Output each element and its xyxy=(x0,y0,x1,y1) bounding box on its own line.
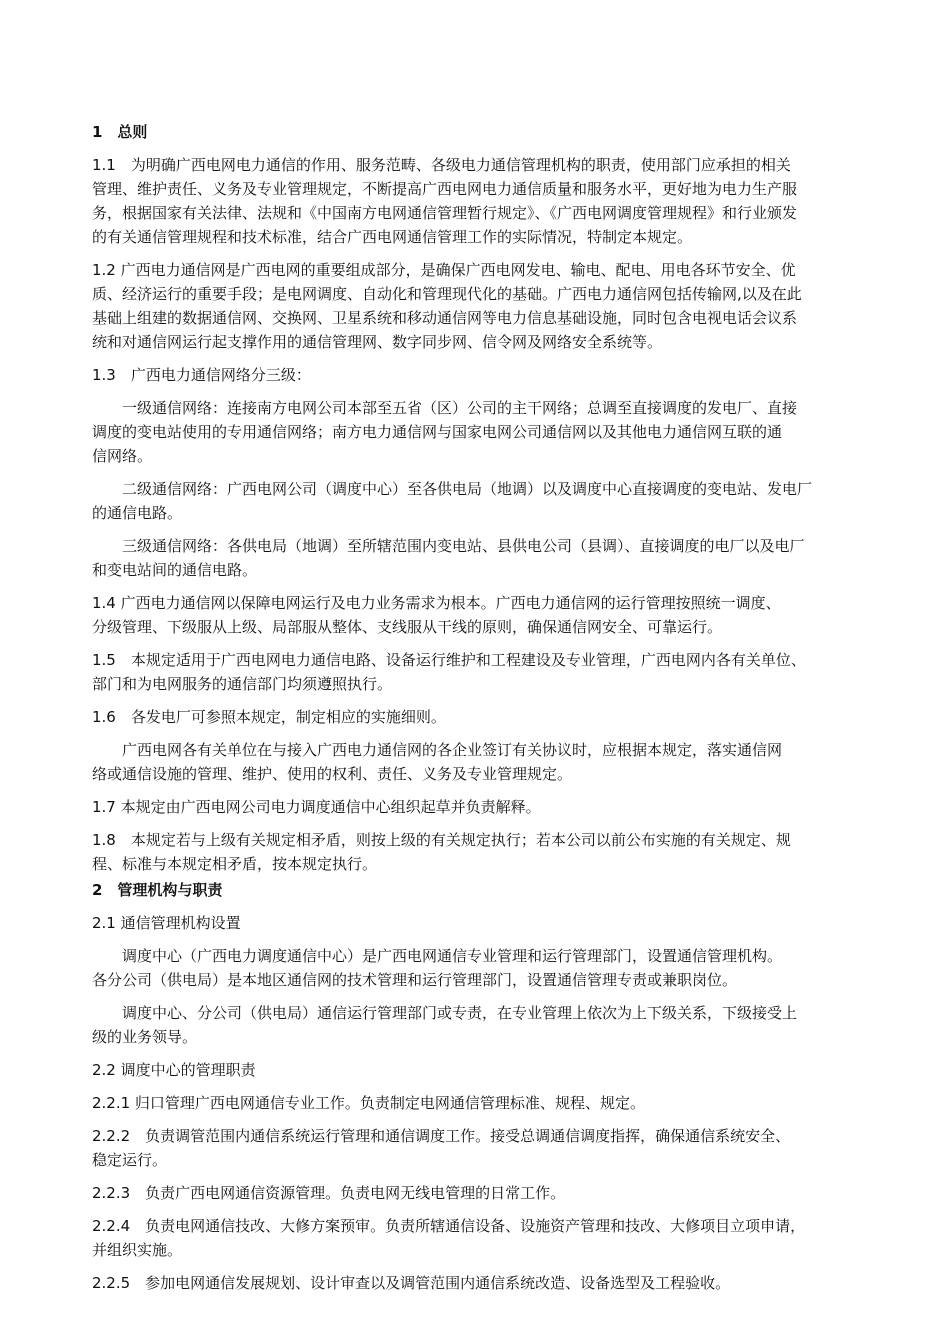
text-line: 2.2.3 负责广西电网通信资源管理。负责电网无线电管理的日常工作。 xyxy=(92,1184,566,1202)
text-line: 的有关通信管理规程和技术标准，结合广西电网通信管理工作的实际情况，特制定本规定。 xyxy=(92,228,693,246)
text-line: 1.8 本规定若与上级有关规定相矛盾，则按上级的有关规定执行；若本公司以前公布实施的有关规定、规 xyxy=(92,831,791,849)
text-line: 级的业务领导。 xyxy=(92,1028,198,1046)
section-heading xyxy=(92,120,870,144)
paragraph xyxy=(92,648,870,696)
section-heading xyxy=(92,878,870,902)
text-line: 1.1 为明确广西电网电力通信的作用、服务范畴、各级电力通信管理机构的职责，使用部门应承担的相关 xyxy=(92,156,791,174)
paragraph xyxy=(92,477,870,525)
text-line: 1.2 广西电力通信网是广西电网的重要组成部分，是确保广西电网发电、输电、配电、用电各环节安全、优 xyxy=(92,261,796,279)
text-line: 二级通信网络：广西电网公司（调度中心）至各供电局（地调）以及调度中心直接调度的变电站、发电厂 xyxy=(92,480,813,498)
text-line: 信网络。 xyxy=(92,447,153,465)
paragraph xyxy=(92,738,870,786)
text-line: 基础上组建的数据通信网、交换网、卫星系统和移动通信网等电力信息基础设施，同时包含电视电话会议系 xyxy=(92,309,798,327)
text-line: 统和对通信网运行起支撑作用的通信管理网、数字同步网、信令网及网络安全系统等。 xyxy=(92,333,663,351)
paragraph xyxy=(92,705,870,729)
text-line: 2.2 调度中心的管理职责 xyxy=(92,1061,256,1079)
text-line: 2.2.2 负责调管范围内通信系统运行管理和通信调度工作。接受总调通信调度指挥，确保通信系统安全、 xyxy=(92,1127,791,1145)
text-line: 调度中心、分公司（供电局）通信运行管理部门或专责，在专业管理上依次为上下级关系，下级接受上 xyxy=(92,1004,798,1022)
text-line: 分级管理、下级服从上级、局部服从整体、支线服从干线的原则，确保通信网安全、可靠运行。 xyxy=(92,618,723,636)
paragraph xyxy=(92,911,870,935)
paragraph xyxy=(92,396,870,468)
text-line: 稳定运行。 xyxy=(92,1151,168,1169)
text-line: 2.2.1 归口管理广西电网通信专业工作。负责制定电网通信管理标准、规程、规定。 xyxy=(92,1094,645,1112)
paragraph xyxy=(92,795,870,819)
paragraph xyxy=(92,1091,870,1115)
text-line: 1 总则 xyxy=(92,123,148,141)
text-line: 三级通信网络：各供电局（地调）至所辖范围内变电站、县供电公司（县调）、直接调度的电厂以及电厂 xyxy=(92,537,805,555)
text-line: 部门和为电网服务的通信部门均须遵照执行。 xyxy=(92,675,393,693)
text-line: 2 管理机构与职责 xyxy=(92,881,223,899)
text-line: 的通信电路。 xyxy=(92,504,183,522)
text-line: 广西电网各有关单位在与接入广西电力通信网的各企业签订有关协议时，应根据本规定，落实通信网 xyxy=(92,741,783,759)
text-line: 2.1 通信管理机构设置 xyxy=(92,914,241,932)
paragraph xyxy=(92,591,870,639)
paragraph xyxy=(92,363,870,387)
paragraph xyxy=(92,258,870,354)
paragraph xyxy=(92,828,870,876)
text-line: 1.5 本规定适用于广西电网电力通信电路、设备运行维护和工程建设及专业管理，广西电网内各有关单位、 xyxy=(92,651,806,669)
paragraph xyxy=(92,1058,870,1082)
paragraph xyxy=(92,1181,870,1205)
text-line: 务，根据国家有关法律、法规和《中国南方电网通信管理暂行规定》、《广西电网调度管理规程》和行业颁发 xyxy=(92,204,798,222)
text-line: 1.4 广西电力通信网以保障电网运行及电力业务需求为根本。广西电力通信网的运行管理按照统一调度、 xyxy=(92,594,781,612)
text-line: 各分公司（供电局）是本地区通信网的技术管理和运行管理部门，设置通信管理专责或兼职岗位。 xyxy=(92,971,738,989)
text-line: 调度的变电站使用的专用通信网络；南方电力通信网与国家电网公司通信网以及其他电力通信网互联的通 xyxy=(92,423,783,441)
text-line: 程、标准与本规定相矛盾，按本规定执行。 xyxy=(92,855,378,873)
text-line: 和变电站间的通信电路。 xyxy=(92,561,258,579)
text-line: 一级通信网络：连接南方电网公司本部至五省（区）公司的主干网络；总调至直接调度的发电厂、直接 xyxy=(92,399,798,417)
paragraph xyxy=(92,1214,870,1262)
text-line: 调度中心（广西电力调度通信中心）是广西电网通信专业管理和运行管理部门，设置通信管理机构。 xyxy=(92,947,783,965)
text-line: 管理、维护责任、义务及专业管理规定，不断提高广西电网电力通信质量和服务水平，更好地为电力生产服 xyxy=(92,180,798,198)
paragraph xyxy=(92,944,870,992)
paragraph xyxy=(92,153,870,249)
text-line: 1.6 各发电厂可参照本规定，制定相应的实施细则。 xyxy=(92,708,446,726)
text-line: 2.2.4 负责电网通信技改、大修方案预审。负责所辖通信设备、设施资产管理和技改、大修项目立项申请， xyxy=(92,1217,806,1235)
paragraph xyxy=(92,1124,870,1172)
text-line: 1.7 本规定由广西电网公司电力调度通信中心组织起草并负责解释。 xyxy=(92,798,541,816)
text-line: 络或通信设施的管理、维护、使用的权利、责任、义务及专业管理规定。 xyxy=(92,765,573,783)
text-line: 并组织实施。 xyxy=(92,1241,183,1259)
text-line: 1.3 广西电力通信网络分三级： xyxy=(92,366,311,384)
paragraph xyxy=(92,1001,870,1049)
text-line: 2.2.5 参加电网通信发展规划、设计审查以及调管范围内通信系统改造、设备选型及工程验收。 xyxy=(92,1274,731,1292)
paragraph xyxy=(92,1271,870,1295)
paragraph xyxy=(92,534,870,582)
text-line: 质、经济运行的重要手段；是电网调度、自动化和管理现代化的基础。广西电力通信网包括传输网,以及在此 xyxy=(92,285,802,303)
